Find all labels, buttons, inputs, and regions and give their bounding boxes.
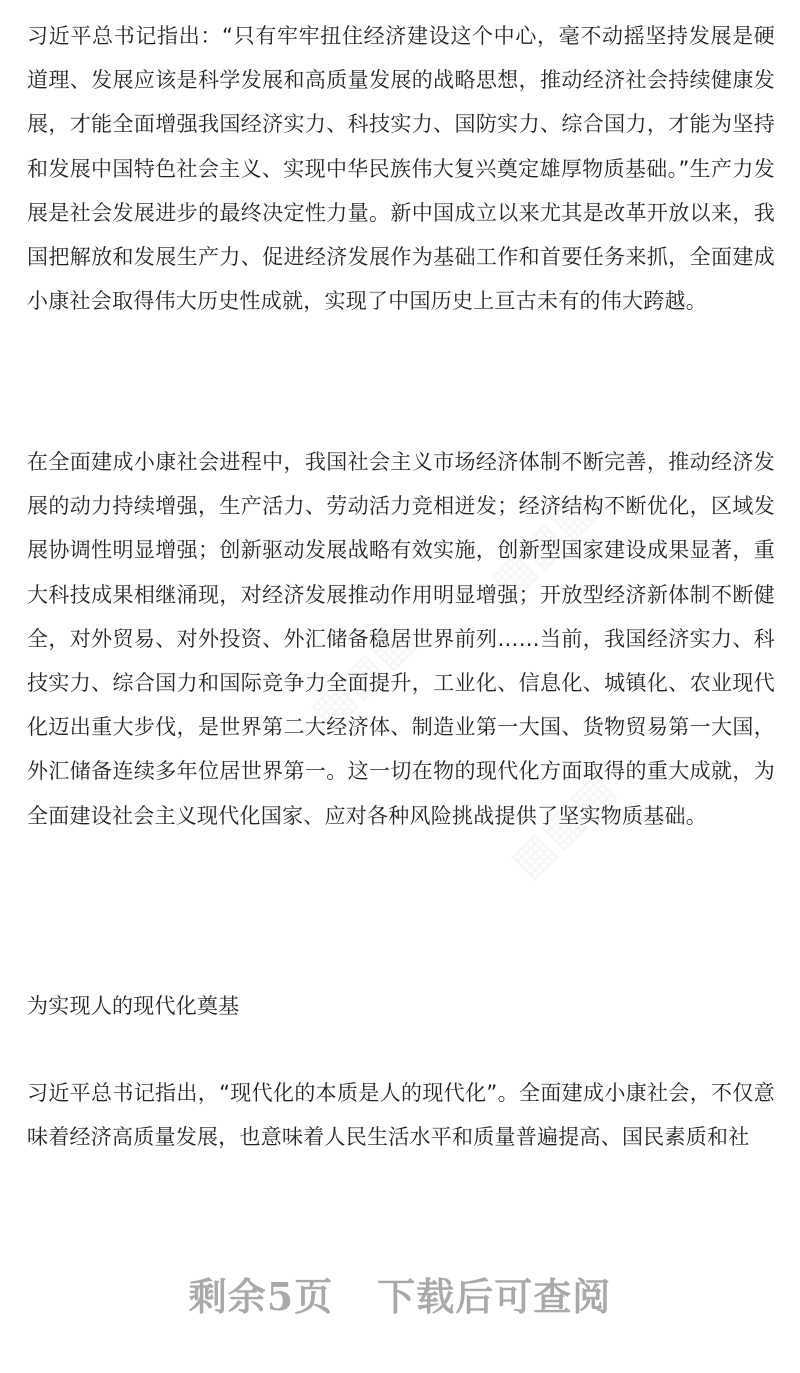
section-heading: 为实现人的现代化奠基 xyxy=(27,994,240,1018)
download-more-banner[interactable] xyxy=(0,1262,800,1332)
remaining-pages-label: 剩余5页 xyxy=(188,1274,334,1319)
body-paragraph: 习近平总书记指出：“只有牢牢扭住经济建设这个中心，毫不动摇坚持发展是硬道理、发展应该是科学发展和高质量发展的战略思想，推动经济社会持续健康发展，才能全面增强我国经济实力、科技实力、国防实力、综合国力，才能为坚持和发展中国特色社会主义、实现中华民族伟大复兴奠定雄厚物质基础。”生产力发展是社会发展进步的最终决定性力量。新中国成立以来尤其是改革开放以来，我国把解放和发展生产力、促进经济发展作为基础工作和首要任务来抓，全面建成小康社会取得伟大历史性成就，实现了中国历史上亘古未有的伟大跨越。 xyxy=(27,24,775,314)
body-paragraph: 在全面建成小康社会进程中，我国社会主义市场经济体制不断完善，推动经济发展的动力持续增强，生产活力、劳动活力竞相迸发；经济结构不断优化，区域发展协调性明显增强；创新驱动发展战略有效实施，创新型国家建设成果显著，重大科技成果相继涌现，对经济发展推动作用明显增强；开放型经济新体制不断健全，对外贸易、对外投资、外汇储备稳居世界前列……当前，我国经济实力、科技实力、综合国力和国际竞争力全面提升，工业化、信息化、城镇化、农业现代化迈出重大步伐，是世界第二大经济体、制造业第一大国、货物贸易第一大国，外汇储备连续多年位居世界第一。这一切在物的现代化方面取得的重大成就，为全面建设社会主义现代化国家、应对各种风险挑战提供了坚实物质基础。 xyxy=(27,450,775,828)
download-to-view-label: 下载后可查阅 xyxy=(377,1274,612,1319)
body-paragraph: 习近平总书记指出，“现代化的本质是人的现代化”。全面建成小康社会，不仅意味着经济高质量发展，也意味着人民生活水平和质量普遍提高、国民素质和社 xyxy=(27,1081,775,1150)
